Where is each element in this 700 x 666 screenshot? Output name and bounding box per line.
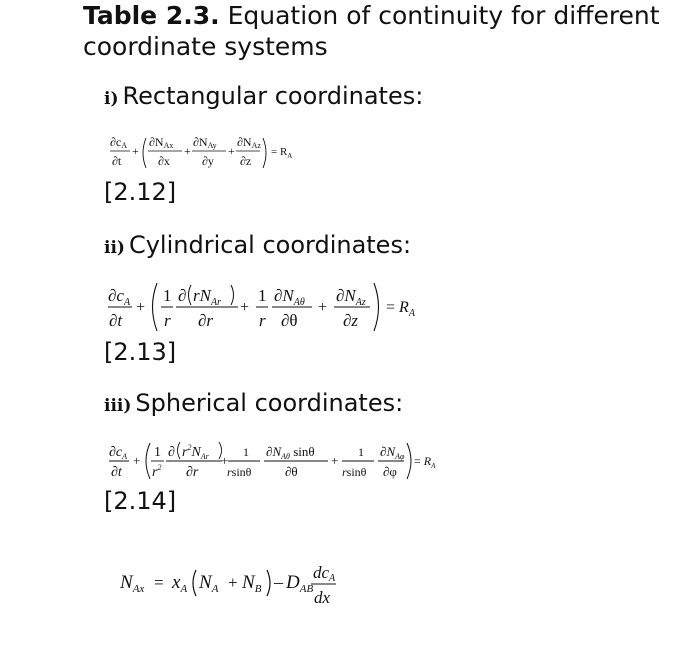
- table-label: Table 2.3.: [83, 1, 220, 30]
- svg-text:∂θ: ∂θ: [285, 464, 298, 479]
- svg-text:∂z: ∂z: [240, 154, 252, 168]
- section-roman-numeral: i): [104, 89, 119, 109]
- section-roman-numeral: iii): [104, 396, 132, 416]
- svg-text:+: +: [228, 144, 235, 158]
- svg-text:+: +: [331, 453, 339, 468]
- svg-text:rsinθ: rsinθ: [227, 465, 252, 479]
- svg-text:=: =: [154, 573, 164, 592]
- svg-text:1: 1: [258, 286, 267, 305]
- svg-text:rNAr: $rN_{Ar}$: [193, 286, 221, 308]
- equation-number-2-13: [2.13]: [104, 338, 177, 366]
- svg-text:1: 1: [243, 445, 249, 459]
- svg-text:∂r: ∂r: [198, 311, 214, 330]
- table-title: [83, 0, 683, 62]
- svg-text:∂t: ∂t: [112, 154, 122, 168]
- svg-text:+: +: [136, 299, 146, 316]
- svg-text:= RA: = $R_A$: [414, 454, 436, 470]
- svg-text:= RA: = $R_A$: [271, 146, 293, 160]
- svg-text:∂φ: ∂φ: [383, 464, 397, 479]
- equation-rectangular: [100, 130, 300, 175]
- equation-number-2-12: [2.12]: [104, 178, 177, 206]
- svg-text:+: +: [228, 573, 238, 592]
- svg-text:1: 1: [358, 445, 364, 459]
- section-roman-numeral: ii): [104, 238, 125, 258]
- svg-text:∂cA: $\partial c_A$: [109, 445, 128, 461]
- svg-text:+: +: [133, 453, 141, 468]
- svg-text:∂z: ∂z: [343, 311, 359, 330]
- svg-text:rsinθ: rsinθ: [342, 465, 367, 479]
- svg-text:NAx: $N_{Ax}$: [120, 572, 145, 595]
- svg-text:r: r: [259, 311, 266, 330]
- svg-text:∂NAθ sinθ: $\partial N_{A\theta}$ sinθ: [266, 444, 315, 461]
- section-heading-text: Cylindrical coordinates:: [128, 231, 412, 259]
- svg-text:= RA: = $R_A$: [386, 299, 415, 319]
- section-heading-cylindrical: [104, 230, 411, 263]
- svg-text:∂x: ∂x: [158, 154, 170, 168]
- section-heading-text: Spherical coordinates:: [135, 389, 404, 417]
- svg-text:1: 1: [154, 445, 161, 460]
- svg-text:NB: $N_B$: [242, 572, 262, 595]
- equation-number-2-14: [2.14]: [104, 487, 177, 515]
- equation-spherical: [100, 437, 436, 485]
- svg-text:∂NAφ: $\partial N_{A\varphi}$: [380, 444, 405, 461]
- svg-text:dx: dx: [314, 588, 331, 607]
- section-heading-text: Rectangular coordinates:: [122, 82, 424, 110]
- svg-text:r2NAr: $r^2N_{Ar}$: [182, 443, 209, 461]
- svg-text:+: +: [221, 453, 229, 468]
- equation-molar-flux: [110, 556, 350, 612]
- svg-text:–: –: [274, 572, 283, 592]
- svg-text:+: +: [184, 144, 191, 158]
- svg-text:∂NAz: ∂NAz: [237, 135, 261, 150]
- svg-text:∂NAy: ∂NAy: [193, 135, 217, 150]
- svg-text:∂NAx: ∂NAx: [149, 135, 174, 150]
- svg-text:xA: $x_A$: [172, 572, 188, 595]
- svg-text:NA: $N_A$: [199, 572, 219, 595]
- svg-text:+: +: [240, 299, 250, 316]
- svg-text:r: r: [164, 311, 171, 330]
- section-heading-spherical: [104, 388, 403, 421]
- svg-text:+: +: [318, 299, 328, 316]
- svg-text:1: 1: [163, 286, 172, 305]
- svg-text:∂NAz: $\partial N_{Az}$: [336, 286, 366, 308]
- svg-text:∂: ∂: [178, 286, 187, 305]
- svg-text:∂cA: $\partial c_A$: [108, 286, 131, 308]
- svg-text:∂cA: ∂cA: [110, 135, 128, 150]
- svg-text:dcA: dcA: [313, 563, 336, 584]
- svg-text:∂: ∂: [168, 445, 175, 460]
- table-caption: Equation of continuity for different coordinate systems: [83, 1, 660, 61]
- svg-text:DAB: $D_{AB}$: [286, 572, 314, 595]
- svg-text:r2: $r^2$: [152, 463, 162, 480]
- section-heading-rectangular: [104, 81, 423, 114]
- svg-text:∂y: ∂y: [202, 154, 214, 168]
- svg-text:∂r: ∂r: [186, 465, 199, 480]
- svg-text:+: +: [132, 144, 139, 158]
- equation-cylindrical: [100, 277, 415, 335]
- svg-text:∂NAθ: $\partial N_{A\theta}$: [274, 286, 305, 308]
- svg-text:∂t: ∂t: [111, 465, 122, 480]
- svg-text:∂θ: ∂θ: [281, 311, 298, 330]
- svg-text:∂t: ∂t: [109, 311, 123, 330]
